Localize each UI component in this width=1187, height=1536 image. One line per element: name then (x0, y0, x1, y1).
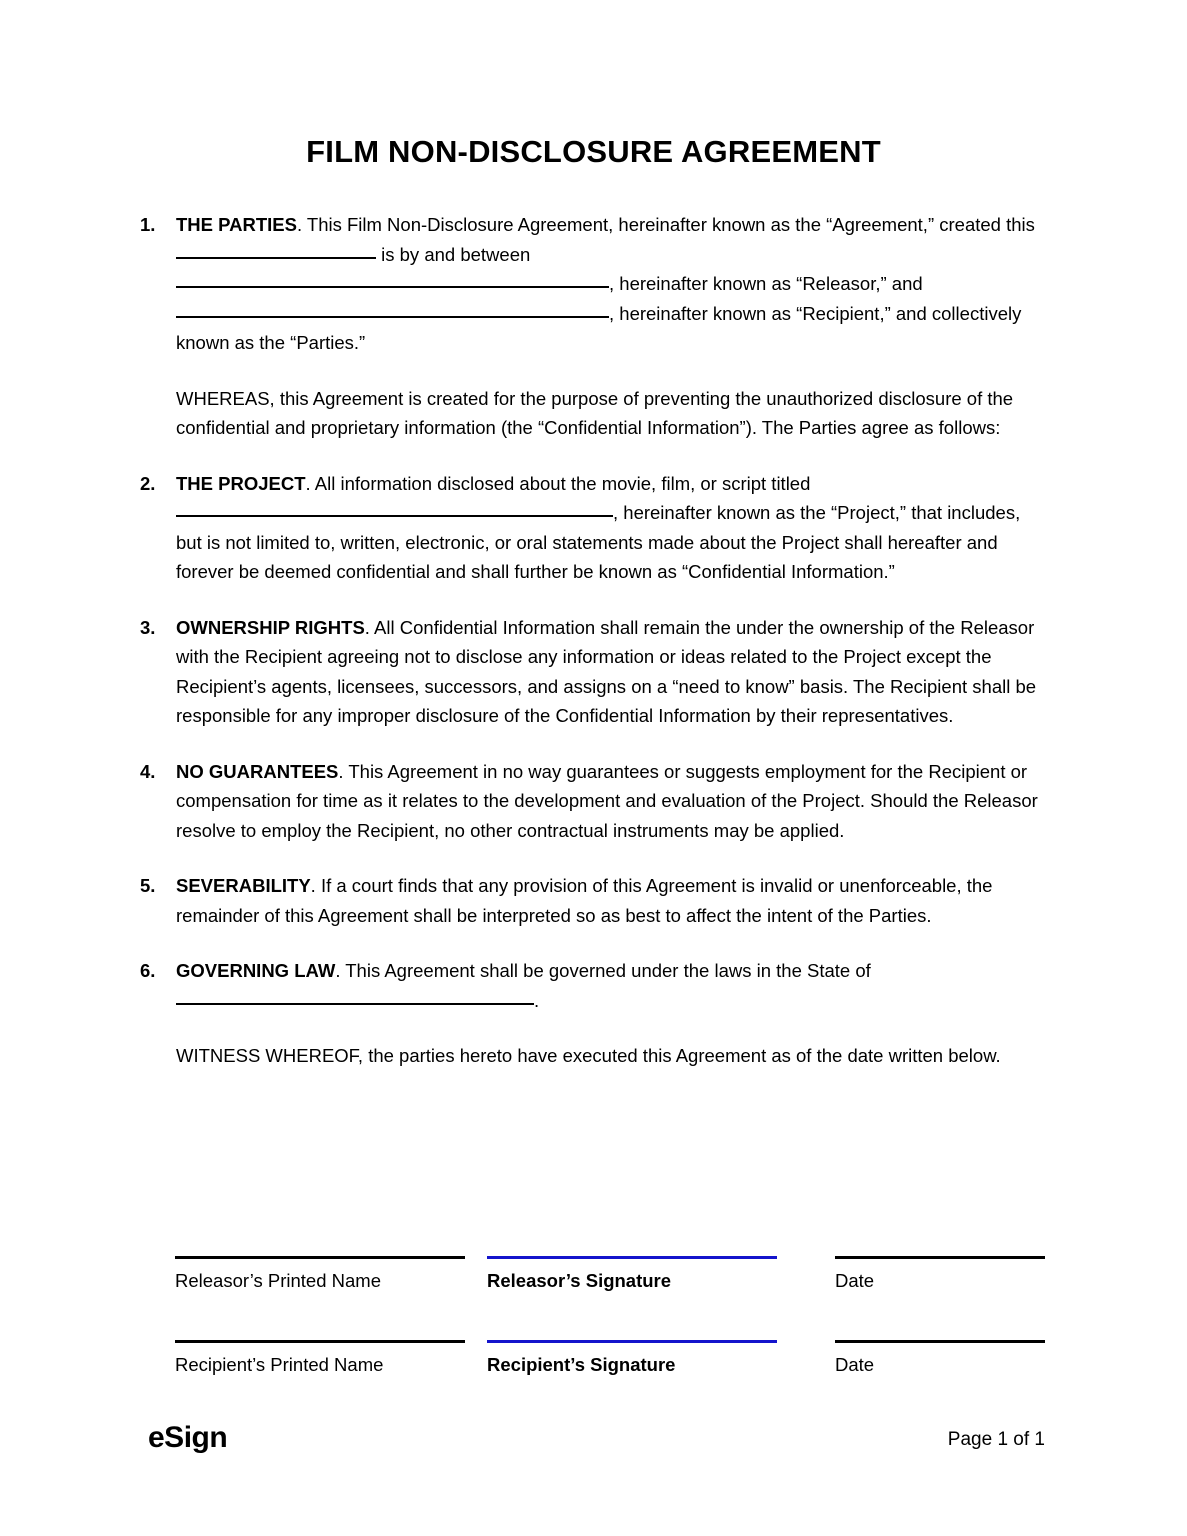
clause-severability (140, 871, 1050, 930)
clause-the-project (140, 469, 1050, 587)
recipient-date-label: Date (835, 1354, 875, 1375)
releasor-signature-line[interactable] (487, 1256, 777, 1259)
esign-logo: eSign (148, 1421, 228, 1454)
recipient-date-line[interactable] (835, 1340, 1045, 1343)
clause-text-b: is by and between (376, 243, 531, 265)
clause-number: 2. (140, 472, 156, 494)
whereas-paragraph: WHEREAS, this Agreement is created for the purpose of preventing the unauthorized disclosure of the confidential and proprietary information (the “Confidential Information”). The Parties agree as follows: (176, 387, 1014, 438)
releasor-printed-name-line[interactable] (175, 1256, 465, 1259)
clause-heading: GOVERNING LAW (176, 960, 336, 981)
releasor-date-label: Date (835, 1270, 875, 1291)
witness-paragraph: WITNESS WHEREOF, the parties hereto have executed this Agreement as of the date written below. (176, 1045, 1001, 1066)
recipient-signature-label: Recipient’s Signature (487, 1354, 676, 1375)
clause-text-a: . If a court finds that any provision of this Agreement is invalid or unenforceable, the remainder of this Agreement shall be interpreted so as best to affect the intent of the Parties. (176, 875, 993, 926)
releasor-printed-name-cell (175, 1256, 465, 1293)
clause-the-parties (140, 210, 1050, 358)
clause-heading: THE PARTIES (176, 214, 297, 235)
releasor-name-blank-field[interactable] (176, 269, 609, 288)
clause-number: 5. (140, 875, 156, 896)
clause-ownership-rights (140, 613, 1050, 731)
clause-heading: OWNERSHIP RIGHTS (176, 616, 365, 638)
date-created-blank-field[interactable] (176, 240, 376, 259)
clause-governing-law (140, 956, 1050, 1015)
page-footer (148, 1421, 1045, 1467)
clause-text-a: . This Agreement shall be governed under the laws in the State of (335, 960, 871, 981)
releasor-printed-name-label: Releasor’s Printed Name (175, 1270, 381, 1291)
clause-heading: NO GUARANTEES (176, 760, 339, 782)
recipient-date-cell (835, 1340, 1045, 1377)
clause-heading: SEVERABILITY (176, 875, 311, 896)
document-body (140, 210, 1050, 1097)
recipient-printed-name-cell (175, 1340, 465, 1377)
releasor-signature-label: Releasor’s Signature (487, 1270, 672, 1291)
recipient-printed-name-label: Recipient’s Printed Name (175, 1354, 384, 1375)
clause-text-b: . (534, 989, 540, 1011)
clause-text-a: . All Confidential Information shall remain the under the ownership of the Releasor with the Recipient agreeing not to disclose any information or ideas related to the Project except the Recipient’s agents, licensees, successors, and assigns on a “need to know” basis. The Recipient shall be responsible for any improper disclosure of the Confidential Information by their representatives. (176, 616, 1037, 726)
signature-row-releasor (175, 1256, 1045, 1340)
clause-no-guarantees (140, 757, 1050, 846)
clause-text-a: . This Film Non-Disclosure Agreement, hereinafter known as the “Agreement,” created this (296, 214, 1035, 235)
clause-text-a: . All information disclosed about the movie, film, or script titled (305, 472, 811, 494)
clause-text-b: , hereinafter known as the “Project,” that includes, but is not limited to, written, electronic, or oral statements made about the Project shall hereafter and forever be deemed confidential and shall further be known as “Confidential Information.” (176, 502, 1021, 582)
recipient-signature-cell (487, 1340, 777, 1377)
recipient-printed-name-line[interactable] (175, 1340, 465, 1343)
page-title: FILM NON-DISCLOSURE AGREEMENT (306, 134, 881, 169)
clause-number: 6. (140, 960, 156, 981)
clause-number: 1. (140, 214, 156, 235)
clause-text-d: , hereinafter known as “Recipient,” and collectively known as the “Parties.” (176, 302, 1022, 353)
page-number: Page 1 of 1 (947, 1429, 1045, 1450)
recipient-name-blank-field[interactable] (176, 299, 609, 318)
recipient-signature-line[interactable] (487, 1340, 777, 1343)
clause-text-a: . This Agreement in no way guarantees or suggests employment for the Recipient or compensation for time as it relates to the development and evaluation of the Project. Should the Releasor resolve to employ the Recipient, no other contractual instruments may be applied. (176, 760, 1038, 841)
releasor-date-line[interactable] (835, 1256, 1045, 1259)
releasor-signature-cell (487, 1256, 777, 1293)
governing-state-blank-field[interactable] (176, 986, 534, 1005)
clause-number: 4. (140, 760, 156, 782)
signature-row-recipient (175, 1340, 1045, 1424)
releasor-date-cell (835, 1256, 1045, 1293)
project-title-blank-field[interactable] (176, 498, 613, 517)
clause-number: 3. (140, 616, 156, 638)
clause-heading: THE PROJECT (176, 472, 306, 494)
clause-text-c: , hereinafter known as “Releasor,” and (609, 273, 923, 294)
signature-block (175, 1256, 1045, 1424)
